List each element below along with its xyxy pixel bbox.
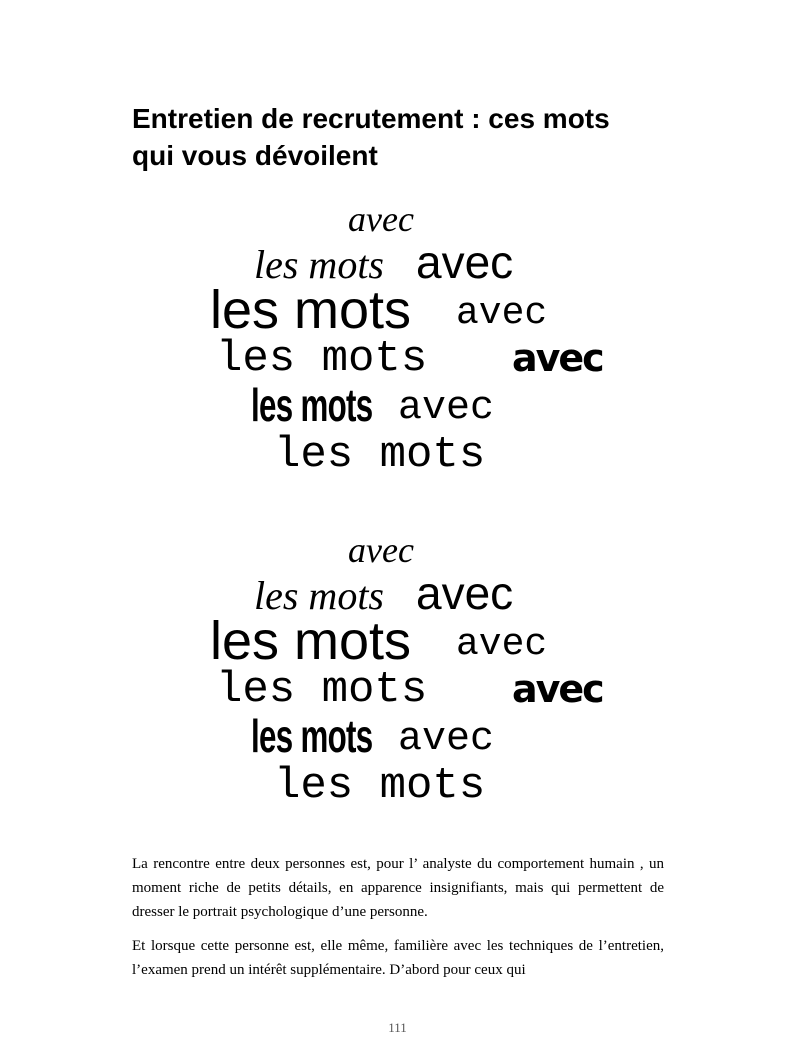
- paragraph-1: La rencontre entre deux personnes est, pour l’ analyste du comportement humain , un moment riche de petits détails, en apparence insignifiants, mais qui permettent de dresser le portrait psychologique d’une personne.: [132, 856, 664, 920]
- paragraph-2: Et lorsque cette personne est, elle même, familière avec les techniques de l’entretien, l’examen prend un intérêt supplémentaire. D’abord pour ceux qui: [132, 938, 664, 978]
- word-avec-italic: avec: [348, 530, 414, 570]
- word-avec-sans: avec: [416, 567, 514, 619]
- word-avec-heavy: avec: [512, 336, 603, 380]
- word-avec-heavy: avec: [512, 667, 603, 711]
- word-les-mots-condensed: les mots: [251, 379, 373, 431]
- word-avec-mono-2: avec: [398, 717, 495, 762]
- word-les-mots-mono: les mots: [216, 665, 428, 715]
- word-les-mots-mono-2: les mots: [274, 761, 486, 811]
- page-title-line-1: Entretien de recrutement : ces mots: [132, 103, 610, 134]
- word-avec-mono: avec: [456, 623, 548, 666]
- word-avec-italic: avec: [348, 199, 414, 239]
- word-les-mots-sans: les mots: [210, 280, 412, 340]
- word-les-mots-sans: les mots: [210, 611, 412, 671]
- word-avec-sans: avec: [416, 236, 514, 288]
- word-les-mots-italic: les mots: [254, 573, 384, 618]
- word-avec-mono-2: avec: [398, 386, 495, 431]
- word-les-mots-condensed: les mots: [251, 710, 373, 762]
- page-title: [132, 100, 692, 174]
- page-number: 111: [388, 1020, 407, 1035]
- words-illustration-2: [200, 528, 603, 818]
- word-avec-mono: avec: [456, 292, 548, 335]
- word-les-mots-italic: les mots: [254, 242, 384, 287]
- words-illustration-1: [200, 197, 603, 487]
- page-title-line-2: qui vous dévoilent: [132, 140, 378, 171]
- word-les-mots-mono: les mots: [216, 334, 428, 384]
- word-les-mots-mono-2: les mots: [274, 430, 486, 480]
